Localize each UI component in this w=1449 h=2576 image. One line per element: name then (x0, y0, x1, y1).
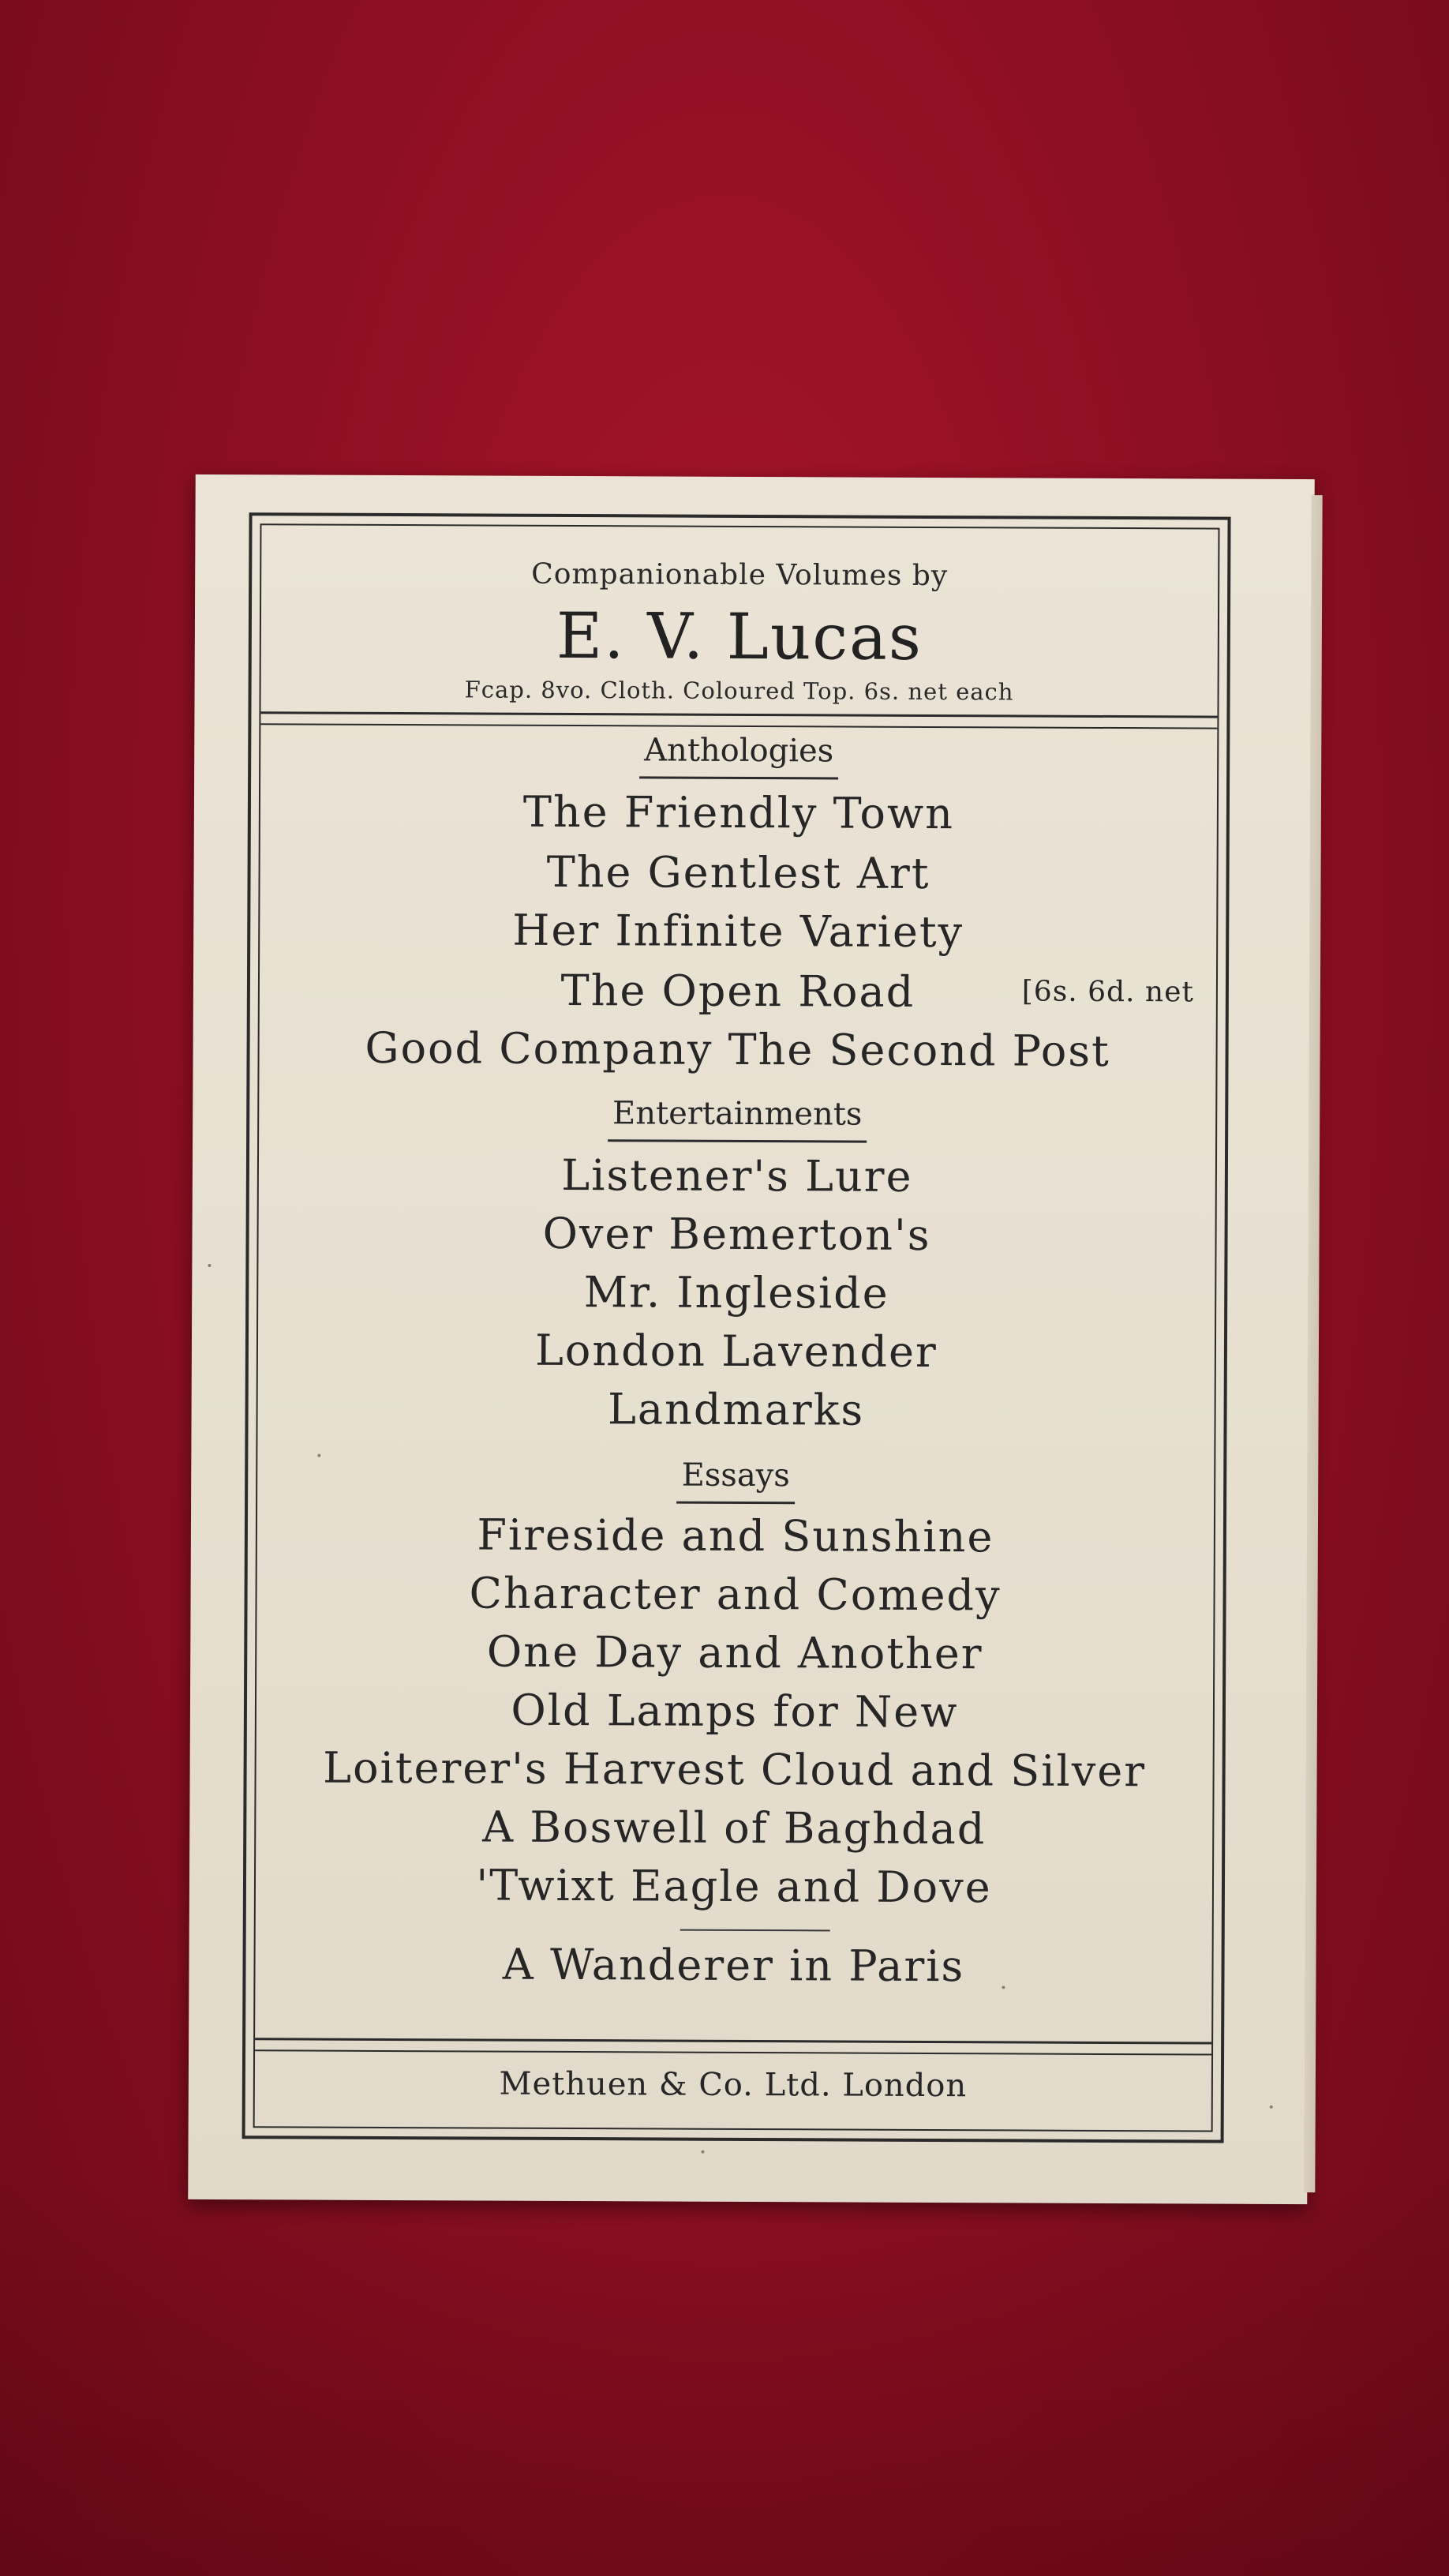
section-heading-essays: Essays (257, 1455, 1214, 1505)
publisher-imprint: Methuen & Co. Ltd. London (499, 2065, 968, 2105)
cover-header (260, 525, 1218, 722)
paper-speck (317, 1454, 320, 1457)
subtitle-text: Companionable Volumes by (531, 557, 949, 593)
final-book-title: A Wanderer in Paris (502, 1939, 965, 1992)
book-title: The Gentlest Art (546, 846, 930, 898)
book-edge (1304, 495, 1322, 2192)
book-title: Landmarks (607, 1384, 865, 1435)
book-title: A Boswell of Baghdad (482, 1802, 987, 1854)
book-title: Listener's Lure (561, 1149, 913, 1202)
book-title: 'Twixt Eagle and Dove (476, 1860, 992, 1913)
book-title: London Lavender (534, 1325, 938, 1378)
book-title: The Friendly Town (522, 786, 955, 839)
book-title: One Day and Another (486, 1626, 983, 1679)
footer-divider (255, 2038, 1211, 2055)
book-title: Her Infinite Variety (512, 905, 964, 958)
inner-rule-frame (253, 523, 1220, 2132)
book-title: Fireside and Sunshine (477, 1509, 994, 1562)
book-title: Mr. Ingleside (583, 1267, 889, 1318)
section-heading-entertainments: Entertainments (259, 1093, 1215, 1144)
double-rule-frame (242, 512, 1231, 2143)
titles-list (260, 730, 1217, 1992)
red-cloth-backdrop (0, 2179, 1449, 2576)
book-title: Good Company The Second Post (365, 1022, 1110, 1076)
author-name: E. V. Lucas (556, 598, 923, 674)
book-back-cover (188, 474, 1315, 2204)
price-note: [6s. 6d. net (1021, 975, 1195, 1009)
book-title: Old Lamps for New (511, 1685, 959, 1738)
paper-speck (1002, 1985, 1005, 1989)
paper-speck (208, 1264, 211, 1267)
book-title: Over Bemerton's (542, 1208, 931, 1260)
short-divider (680, 1929, 830, 1932)
book-title: Loiterer's Harvest Cloud and Silver (323, 1742, 1147, 1797)
book-title: Character and Comedy (469, 1568, 1002, 1621)
book-title: The Open Road (560, 965, 915, 1017)
paper-speck (701, 2150, 704, 2154)
format-note: Fcap. 8vo. Cloth. Coloured Top. 6s. net each (464, 676, 1014, 706)
section-heading-anthologies: Anthologies (260, 730, 1217, 781)
paper-speck (1270, 2105, 1273, 2109)
